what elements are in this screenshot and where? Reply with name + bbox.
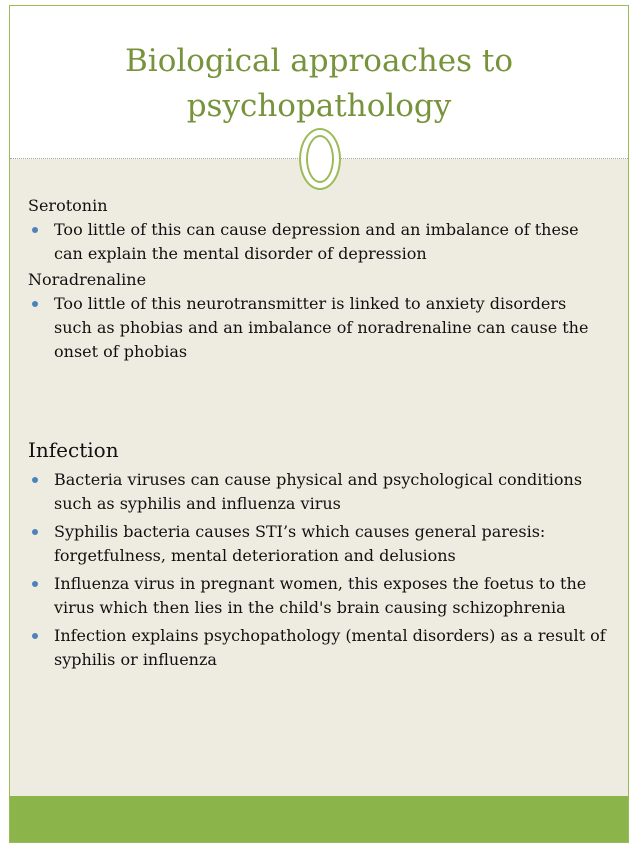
infection-list	[28, 468, 608, 672]
bullet-text: Influenza virus in pregnant women, this exposes the foetus to the virus which then lies in the child's brain causing schizophrenia	[54, 574, 587, 617]
serotonin-list	[28, 218, 608, 266]
heading-infection: Infection	[28, 438, 119, 462]
list-item	[28, 468, 608, 516]
bullet-text: Infection explains psychopathology (mental disorders) as a result of syphilis or influenza	[54, 626, 606, 669]
bullet-text: Syphilis bacteria causes STI’s which causes general paresis: forgetfulness, mental deterioration and delusions	[54, 522, 546, 565]
slide-title-line-2: psychopathology	[186, 88, 452, 124]
decorative-oval-icon	[299, 128, 341, 190]
heading-serotonin: Serotonin	[28, 196, 108, 215]
bullet-dot-icon	[32, 581, 38, 587]
bullet-text: Bacteria viruses can cause physical and psychological conditions such as syphilis and influenza virus	[54, 470, 583, 513]
slide	[9, 5, 629, 843]
slide-title	[10, 39, 628, 129]
bullet-text: Too little of this can cause depression and an imbalance of these can explain the mental disorder of depression	[54, 220, 579, 263]
bullet-dot-icon	[32, 301, 38, 307]
bullet-dot-icon	[32, 529, 38, 535]
list-item	[28, 292, 608, 364]
bullet-dot-icon	[32, 633, 38, 639]
bullet-text: Too little of this neurotransmitter is linked to anxiety disorders such as phobias and an imbalance of noradrenaline can cause the onset of phobias	[54, 294, 589, 361]
slide-title-line-1: Biological approaches to	[125, 43, 513, 79]
noradrenaline-list	[28, 292, 608, 364]
list-item	[28, 624, 608, 672]
list-item	[28, 520, 608, 568]
bullet-dot-icon	[32, 477, 38, 483]
list-item	[28, 218, 608, 266]
heading-noradrenaline: Noradrenaline	[28, 270, 147, 289]
bullet-dot-icon	[32, 227, 38, 233]
footer-bar	[10, 796, 628, 842]
slide-content	[28, 194, 608, 676]
list-item	[28, 572, 608, 620]
decorative-oval-inner	[306, 135, 334, 183]
